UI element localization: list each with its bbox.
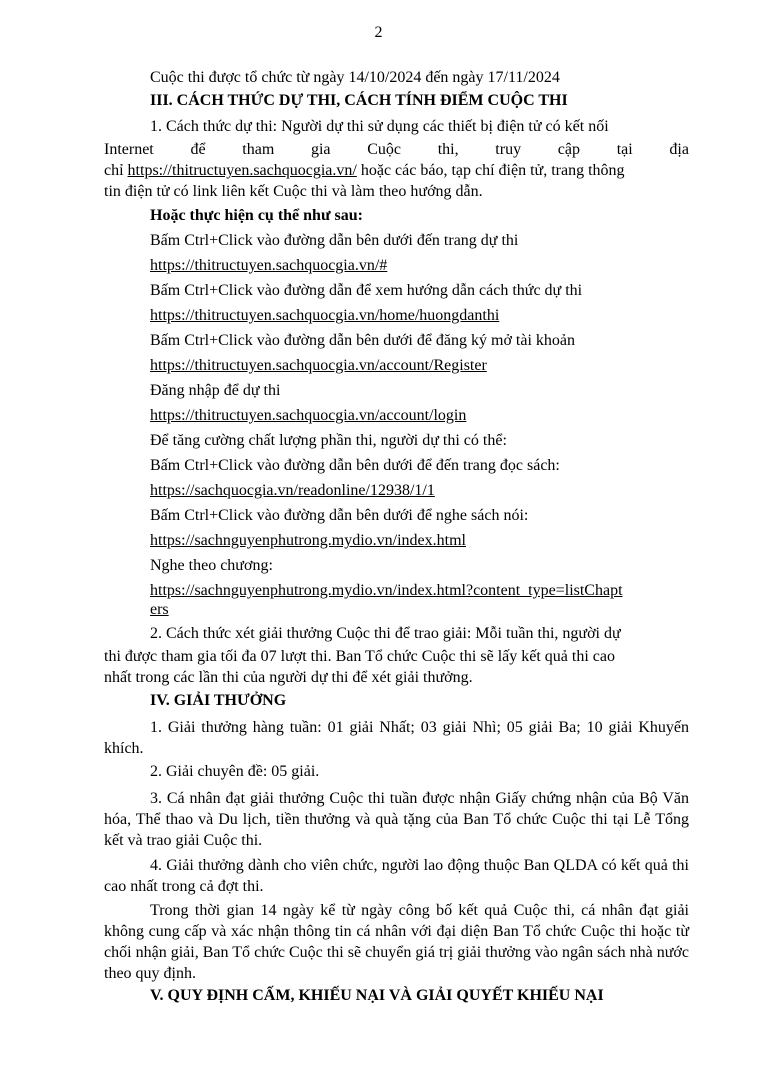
- section-4-heading: IV. GIẢI THƯỞNG: [150, 692, 287, 709]
- word: cập: [557, 141, 580, 158]
- page-number: 2: [374, 24, 383, 41]
- enhance-intro: Để tăng cường chất lượng phần thi, người dự thi có thể:: [150, 432, 507, 449]
- prize-item-2: 2. Giải chuyên đề: 05 giải.: [150, 763, 320, 780]
- section-3-p2-line3: nhất trong các lần thi của người dự thi để xét giải thưởng.: [104, 669, 473, 686]
- section-3-p1-line2: [104, 139, 689, 160]
- contest-dates: Cuộc thi được tổ chức từ ngày 14/10/2024 đến ngày 17/11/2024: [150, 69, 560, 86]
- word: tham: [242, 141, 275, 158]
- section-3-heading: III. CÁCH THỨC DỰ THI, CÁCH TÍNH ĐIỂM CUỘC THI: [150, 92, 568, 109]
- login-link[interactable]: https://thitructuyen.sachquocgia.vn/account/login: [150, 407, 467, 424]
- section-3-p1-line3: [104, 160, 689, 181]
- step-text: Bấm Ctrl+Click vào đường dẫn để xem hướng dẫn cách thức dự thi: [150, 282, 583, 299]
- word: gia: [310, 141, 331, 158]
- guide-link[interactable]: https://thitructuyen.sachquocgia.vn/home/huongdanthi: [150, 307, 500, 324]
- section-3-p1-line1: 1. Cách thức dự thi: Người dự thi sử dụng các thiết bị điện tử có kết nối: [150, 118, 609, 135]
- word: tại: [616, 141, 633, 158]
- step-text: Đăng nhập để dự thi: [150, 382, 281, 399]
- step-text: Bấm Ctrl+Click vào đường dẫn bên dưới để nghe sách nói:: [150, 507, 529, 524]
- step-text: Bấm Ctrl+Click vào đường dẫn bên dưới để đến trang đọc sách:: [150, 457, 560, 474]
- register-link[interactable]: https://thitructuyen.sachquocgia.vn/account/Register: [150, 357, 487, 374]
- section-5-heading: V. QUY ĐỊNH CẤM, KHIẾU NẠI VÀ GIẢI QUYẾT KHIẾU NẠI: [150, 987, 604, 1004]
- chapters-label: Nghe theo chương:: [150, 557, 273, 574]
- word: Cuộc: [367, 141, 401, 158]
- prize-item-4: 4. Giải thưởng dành cho viên chức, người lao động thuộc Ban QLDA có kết quả thi cao nhất trong cả đợt thi.: [104, 857, 689, 895]
- section-3-p2-line2: thi được tham gia tối đa 07 lượt thi. Ban Tổ chức Cuộc thi sẽ lấy kết quả thi cao: [104, 648, 615, 665]
- word: truy: [495, 141, 522, 158]
- text: hoặc các báo, tạp chí điện tử, trang thông: [356, 162, 625, 179]
- word: để: [190, 141, 206, 158]
- text: chỉ: [104, 162, 128, 179]
- word: Internet: [104, 141, 154, 158]
- chapters-link[interactable]: https://sachnguyenphutrong.mydio.vn/index.html?content_type=listChapt: [150, 582, 623, 599]
- chapters-link-continued[interactable]: ers: [150, 601, 169, 618]
- read-online-link[interactable]: https://sachquocgia.vn/readonline/12938/1/1: [150, 482, 435, 499]
- prize-note: Trong thời gian 14 ngày kể từ ngày công bố kết quả Cuộc thi, cá nhân đạt giải không cung cấp và xác nhận thông tin cá nhân với đại diện Ban Tổ chức Cuộc thi hoặc từ chối nhận giải, Ban Tổ chức Cuộc thi sẽ chuyển giá trị giải thưởng vào ngân sách nhà nước theo quy định.: [104, 902, 689, 982]
- word: thi,: [437, 141, 459, 158]
- section-3-p1-line4: tin điện tử có link liên kết Cuộc thi và làm theo hướng dẫn.: [104, 183, 483, 200]
- contest-entry-link[interactable]: https://thitructuyen.sachquocgia.vn/#: [150, 257, 388, 274]
- step-text: Bấm Ctrl+Click vào đường dẫn bên dưới để đăng ký mở tài khoản: [150, 332, 576, 349]
- prize-item-3: 3. Cá nhân đạt giải thưởng Cuộc thi tuần được nhận Giấy chứng nhận của Bộ Văn hóa, Thể thao và Du lịch, tiền thưởng và quà tặng của Ban Tổ chức Cuộc thi tại Lễ Tổng kết và trao giải Cuộc thi.: [104, 790, 689, 849]
- step-text: Bấm Ctrl+Click vào đường dẫn bên dưới đến trang dự thi: [150, 232, 519, 249]
- word: địa: [669, 141, 689, 158]
- audiobook-link[interactable]: https://sachnguyenphutrong.mydio.vn/index.html: [150, 532, 466, 549]
- section-3-p2-line1: 2. Cách thức xét giải thưởng Cuộc thi để trao giải: Mỗi tuần thi, người dự: [150, 625, 621, 642]
- contest-home-link[interactable]: https://thitructuyen.sachquocgia.vn/: [127, 162, 357, 179]
- prize-item-1: 1. Giải thưởng hàng tuần: 01 giải Nhất; 03 giải Nhì; 05 giải Ba; 10 giải Khuyến khích.: [104, 719, 689, 757]
- steps-heading: Hoặc thực hiện cụ thể như sau:: [150, 207, 363, 224]
